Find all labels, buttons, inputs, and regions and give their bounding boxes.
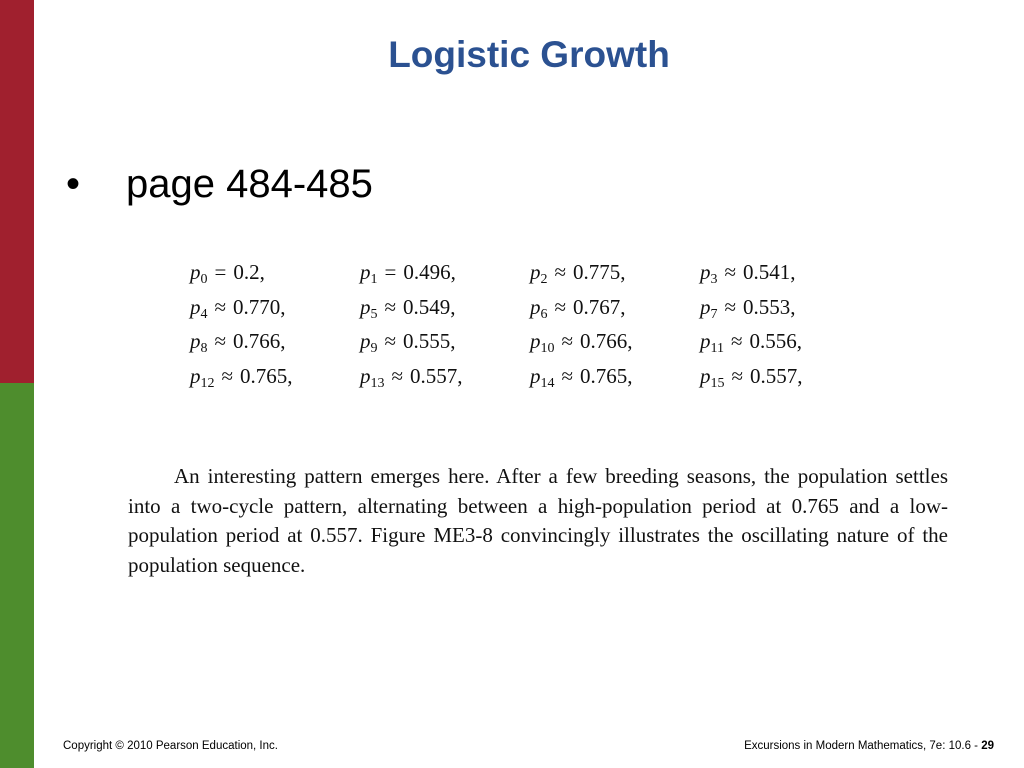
equation-operator: ≈: [561, 363, 574, 388]
equation-row: [190, 364, 870, 399]
footer-reference-text: Excursions in Modern Mathematics, 7e: 10.6 -: [744, 740, 982, 752]
equation-cell: [530, 295, 700, 323]
bullet-marker: •: [66, 162, 81, 206]
equation-variable: p: [190, 329, 201, 353]
equation-cell: [700, 295, 870, 323]
equation-value: 0.767,: [573, 294, 626, 319]
equation-operator: ≈: [384, 294, 397, 319]
equation-variable: p: [530, 363, 541, 388]
equation-variable: p: [530, 329, 541, 353]
equation-cell: [360, 364, 530, 392]
equation-operator: ≈: [731, 363, 744, 388]
equation-variable: p: [700, 294, 711, 319]
equation-variable: p: [360, 329, 371, 353]
footer-copyright: Copyright © 2010 Pearson Education, Inc.: [63, 740, 278, 752]
body-paragraph: An interesting pattern emerges here. After a few breeding seasons, the population settles into a two-cycle pattern, alternating between a high-population period at 0.765 and a low-population period at 0.557. Figure ME3-8 convincingly illustrates the oscillating nature of the population sequence.: [128, 464, 948, 577]
slide-title: Logistic Growth: [388, 34, 670, 75]
equation-subscript: 9: [370, 341, 378, 356]
equation-value: 0.556,: [749, 329, 803, 353]
equation-operator: ≈: [554, 294, 567, 319]
equation-variable: p: [700, 260, 711, 284]
equation-value: 0.2,: [233, 260, 265, 284]
equation-cell: [700, 364, 870, 392]
equation-operator: ≈: [724, 260, 737, 284]
equation-variable: p: [700, 363, 711, 388]
equation-variable: p: [190, 294, 201, 319]
equation-operator: ≈: [561, 329, 574, 353]
equation-cell: [190, 329, 360, 357]
equation-operator: ≈: [221, 363, 234, 388]
equation-operator: ≈: [384, 329, 397, 353]
equation-operator: ≈: [391, 363, 404, 388]
equation-cell: [530, 260, 700, 288]
equation-value: 0.765,: [240, 363, 293, 388]
equation-subscript: 1: [370, 272, 378, 287]
equation-cell: [360, 329, 530, 357]
equation-variable: p: [530, 260, 541, 284]
side-bar-top: [0, 0, 34, 383]
equation-subscript: 5: [370, 306, 378, 322]
equation-variable: p: [700, 329, 711, 353]
equation-value: 0.549,: [403, 294, 456, 319]
equation-cell: [190, 295, 360, 323]
equation-subscript: 8: [200, 341, 208, 356]
equation-row: [190, 329, 870, 364]
equation-row: [190, 260, 870, 295]
equation-subscript: 6: [540, 306, 548, 322]
equation-variable: p: [190, 363, 201, 388]
equation-subscript: 15: [710, 375, 725, 391]
equation-subscript: 7: [710, 306, 718, 322]
equation-variable: p: [360, 260, 371, 284]
equation-value: 0.766,: [233, 329, 286, 353]
equation-cell: [360, 295, 530, 323]
equation-variable: p: [360, 363, 371, 388]
equation-cell: [700, 329, 870, 357]
equation-subscript: 0: [200, 272, 208, 287]
bullet-item: [66, 162, 373, 207]
equation-operator: =: [384, 260, 397, 284]
equation-value: 0.770,: [233, 294, 286, 319]
equation-cell: [360, 260, 530, 288]
equation-subscript: 3: [710, 272, 718, 287]
footer-reference: [744, 740, 994, 752]
equation-value: 0.766,: [580, 329, 633, 353]
equation-subscript: 13: [370, 375, 385, 391]
equation-cell: [190, 260, 360, 288]
equation-variable: p: [530, 294, 541, 319]
equation-value: 0.541,: [743, 260, 796, 284]
equation-value: 0.775,: [573, 260, 626, 284]
equation-cell: [530, 329, 700, 357]
side-bar-bottom: [0, 383, 34, 768]
equation-subscript: 14: [540, 375, 555, 391]
equation-value: 0.553,: [743, 294, 796, 319]
equation-operator: =: [214, 260, 227, 284]
bullet-text: page 484-485: [126, 162, 373, 206]
equation-value: 0.557,: [750, 363, 803, 388]
equation-subscript: 2: [540, 272, 548, 287]
equation-operator: ≈: [724, 294, 737, 319]
equation-cell: [700, 260, 870, 288]
equation-operator: ≈: [214, 329, 227, 353]
equation-cell: [190, 364, 360, 392]
equation-value: 0.555,: [403, 329, 456, 353]
equation-row: [190, 295, 870, 330]
equation-grid: [190, 260, 870, 398]
equation-value: 0.557,: [410, 363, 463, 388]
equation-subscript: 11: [710, 341, 724, 356]
equation-variable: p: [360, 294, 371, 319]
equation-operator: ≈: [214, 294, 227, 319]
equation-value: 0.765,: [580, 363, 633, 388]
equation-subscript: 10: [540, 341, 555, 356]
equation-operator: ≈: [730, 329, 743, 353]
equation-variable: p: [190, 260, 201, 284]
equation-cell: [530, 364, 700, 392]
equation-value: 0.496,: [403, 260, 456, 284]
page-number: 29: [981, 740, 994, 752]
equation-subscript: 12: [200, 375, 215, 391]
equation-subscript: 4: [200, 306, 208, 322]
equation-operator: ≈: [554, 260, 567, 284]
